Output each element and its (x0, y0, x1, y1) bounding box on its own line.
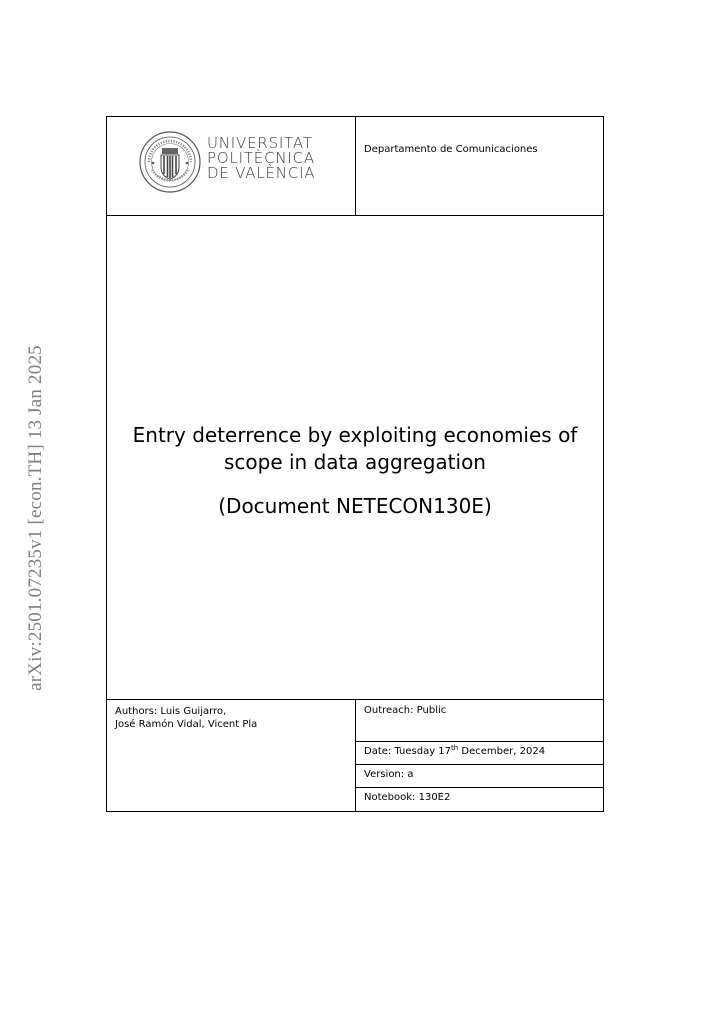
date-ordinal-suffix: th (451, 744, 459, 752)
version-cell (356, 764, 603, 787)
department-name: Departamento de Comunicaciones (364, 144, 538, 155)
date-cell (356, 741, 603, 764)
title-page-frame (106, 116, 604, 812)
date-suffix: December, 2024 (458, 746, 546, 757)
university-name-line: DE VALÈNCIA (207, 164, 316, 182)
university-seal-icon (139, 131, 201, 193)
university-name-line: POLITÈCNICA (207, 149, 315, 167)
notebook-value: Notebook: 130E2 (364, 792, 451, 803)
title-block (107, 422, 603, 520)
title-line-2: scope in data aggregation (223, 450, 486, 474)
footer-row (107, 699, 603, 812)
authors-cell (107, 700, 356, 812)
date-prefix: Date: Tuesday 17 (364, 746, 452, 757)
university-logo-cell (107, 117, 356, 215)
header-row (107, 117, 603, 216)
notebook-cell (356, 787, 603, 811)
university-name (207, 136, 315, 181)
version-value: Version: a (364, 769, 414, 780)
title-line-1: Entry deterrence by exploiting economies of (132, 423, 578, 447)
university-name-line: UNIVERSITAT (207, 134, 313, 152)
outreach-value: Outreach: Public (364, 705, 447, 716)
authors-line-2: José Ramón Vidal, Vicent Pla (115, 719, 258, 730)
authors-line-1: Authors: Luis Guijarro, (115, 706, 227, 717)
arxiv-stamp: arXiv:2501.07235v1 [econ.TH] 13 Jan 2025 (25, 345, 46, 691)
outreach-cell (356, 700, 603, 741)
document-id: (Document NETECON130E) (218, 494, 492, 518)
authors (115, 705, 257, 731)
